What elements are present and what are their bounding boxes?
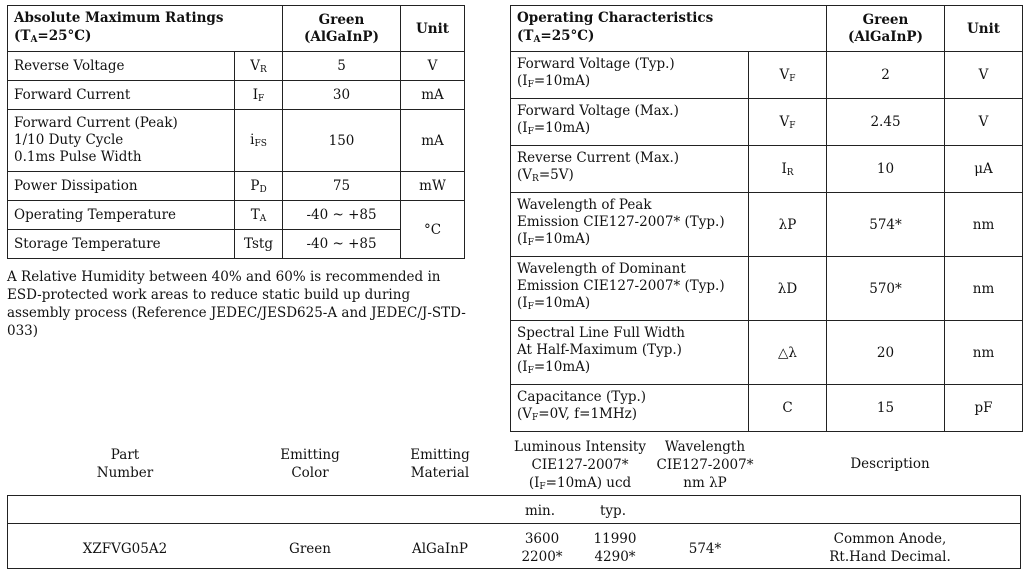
humidity-note: A Relative Humidity between 40% and 60% is recommended in ESD-protected work areas to reduce static build up during assembly process (Reference JEDEC/JESD625-A and JEDEC/J-STD-033) — [7, 269, 466, 339]
oc-green-header: Green (AlGaInP) — [827, 6, 945, 52]
table-row: Forward Current $I_F$ 30 mA — [8, 81, 465, 110]
table-row: Storage Temperature Tstg -40 ~ +85 — [8, 230, 465, 259]
divider — [8, 523, 1020, 524]
description: Common Anode, Rt.Hand Decimal. — [829, 531, 951, 565]
part-number: XZFVG05A2 — [82, 541, 168, 557]
table-row: Capacitance (Typ.) ($V_F=0V$, f=1MHz) C 15 pF — [511, 385, 1023, 432]
table-row: Operating Temperature $T_A$ -40 ~ +85 °C — [8, 201, 465, 230]
emitting-color: Green — [289, 541, 331, 557]
luminous-typ: 11990 4290* — [593, 531, 637, 565]
wavelength-value: 574* — [688, 541, 722, 557]
table-row: Forward Voltage (Max.) $(I_F=10mA)$ $V_F$ 2.45 V — [511, 99, 1023, 146]
wavelength-header: Wavelength CIE127-2007* nm λP — [656, 439, 754, 491]
amr-green-header: Green (AlGaInP) — [283, 6, 401, 52]
table-row: Power Dissipation $P_D$ 75 mW — [8, 172, 465, 201]
absolute-maximum-ratings-table — [7, 5, 465, 259]
table-row: Wavelength of Peak Emission CIE127-2007* (Typ.) $(I_F=10mA)$ λP 574* nm — [511, 193, 1023, 257]
emitting-color-header: Emitting Color — [280, 447, 340, 481]
table-row: Reverse Voltage $V_R$ 5 V — [8, 52, 465, 81]
amr-unit-header: Unit — [401, 6, 465, 52]
luminous-intensity-header: Luminous Intensity CIE127-2007* $(I_F=10mA)$ ucd — [514, 439, 646, 492]
amr-title: Absolute Maximum Ratings $(T_A=25^\circ C)$ — [8, 6, 283, 52]
description-header: Description — [850, 456, 930, 472]
part-number-header: Part Number — [96, 447, 154, 481]
oc-unit-header: Unit — [945, 6, 1023, 52]
operating-characteristics-table — [510, 5, 1023, 432]
typ-subheader: typ. — [600, 503, 626, 519]
emitting-material-header: Emitting Material — [410, 447, 470, 481]
table-row: Forward Current (Peak) 1/10 Duty Cycle 0.1ms Pulse Width $i_{FS}$ 150 mA — [8, 110, 465, 172]
luminous-min: 3600 2200* — [521, 531, 563, 565]
table-row: Reverse Current (Max.) $(V_R=5V)$ $I_R$ 10 μA — [511, 146, 1023, 193]
table-row: Forward Voltage (Typ.) $(I_F=10mA)$ $V_F$ 2 V — [511, 52, 1023, 99]
emitting-material: AlGaInP — [411, 541, 468, 557]
min-subheader: min. — [524, 503, 556, 519]
table-row: Wavelength of Dominant Emission CIE127-2007* (Typ.) $(I_F=10mA)$ λD 570* nm — [511, 257, 1023, 321]
oc-title: Operating Characteristics $(T_A=25^\circ C)$ — [511, 6, 827, 52]
table-row: Spectral Line Full Width At Half-Maximum (Typ.) $(I_F=10mA)$ △λ 20 nm — [511, 321, 1023, 385]
